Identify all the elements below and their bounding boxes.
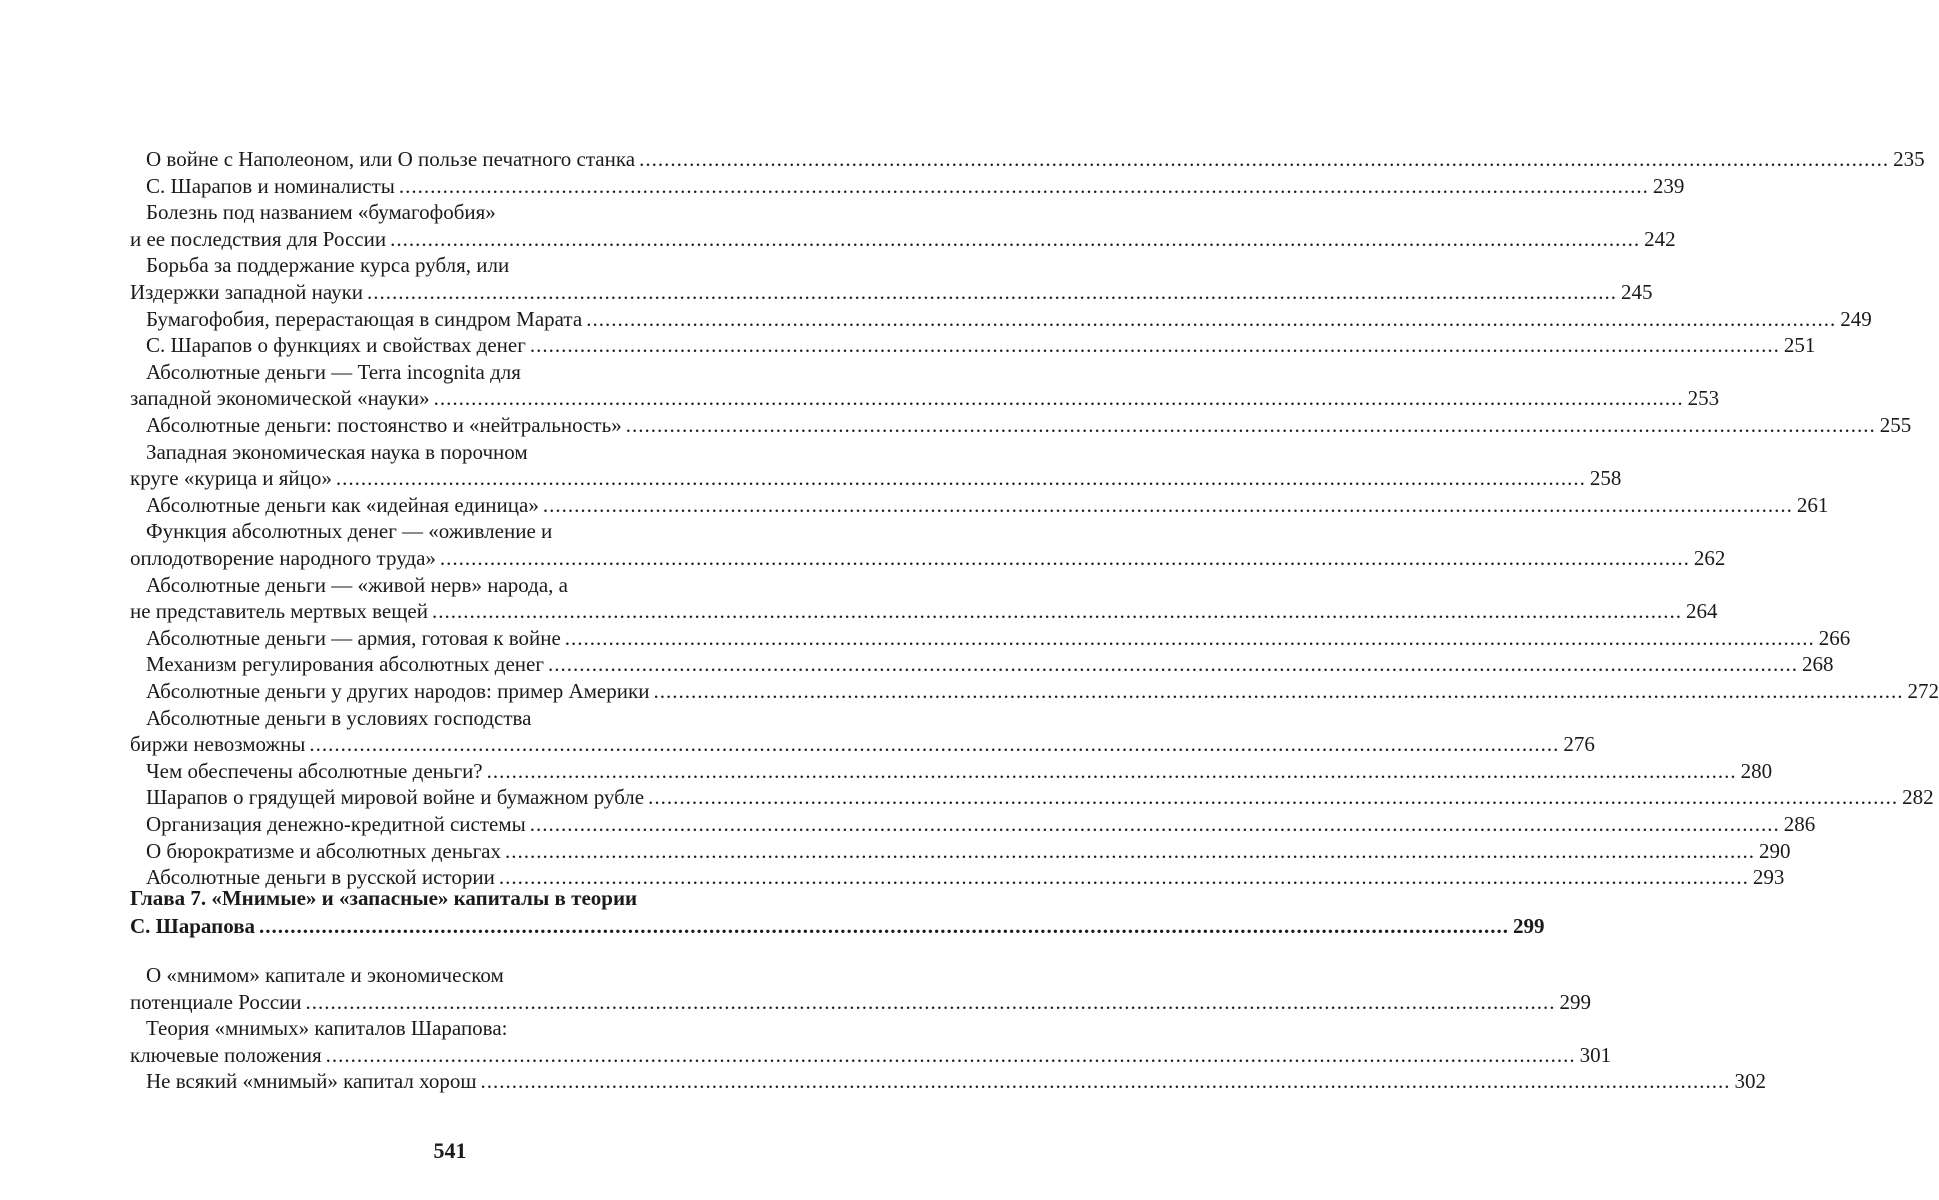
- toc-entry-title-line: Западная экономическая наука в порочном: [146, 439, 528, 464]
- toc-entry-page: 255: [1879, 413, 1912, 437]
- dot-leader: ........................................................................................................................................................................................................: [390, 226, 1641, 251]
- toc-entry[interactable]: [146, 678, 1939, 704]
- dot-leader: ........................................................................................................................................................................................................: [505, 838, 1756, 863]
- toc-entry-title: С. Шарапова: [130, 914, 256, 938]
- toc-entry[interactable]: [146, 332, 1816, 358]
- toc-entry-page: 293: [1752, 865, 1785, 890]
- toc-entry-title: Абсолютные деньги как «идейная единица»: [146, 492, 539, 517]
- dot-leader: ........................................................................................................................................................................................................: [625, 413, 1876, 437]
- page-number: 541: [433, 1138, 467, 1163]
- toc-entry-title: круге «курица и яйцо»: [130, 466, 332, 491]
- toc-entry-title: О бюрократизме и абсолютных деньгах: [146, 838, 502, 863]
- toc-entry-title: Организация денежно-кредитной системы: [146, 812, 526, 836]
- toc-entry-title: биржи невозможны: [130, 732, 306, 757]
- toc-entry-page: 272: [1907, 679, 1939, 703]
- toc-entry-page: 299: [1559, 989, 1592, 1014]
- toc-entry-title: оплодотворение народного труда»: [130, 546, 436, 570]
- toc-entry[interactable]: [146, 306, 1872, 332]
- toc-entry-page: 249: [1840, 306, 1872, 331]
- dot-leader: ........................................................................................................................................................................................................: [367, 280, 1618, 304]
- dot-leader: ........................................................................................................................................................................................................: [486, 758, 1737, 783]
- toc-entry-page: 264: [1685, 599, 1718, 624]
- toc-entry-title: потенциале России: [130, 989, 302, 1014]
- toc-entry[interactable]: [130, 279, 1653, 305]
- toc-entry-page: 266: [1818, 625, 1851, 650]
- toc-entry-title-line: Функция абсолютных денег — «оживление и: [146, 519, 553, 544]
- toc-entry[interactable]: [130, 989, 1592, 1015]
- toc-entry[interactable]: [146, 758, 1773, 784]
- toc-entry-title: Абсолютные деньги у других народов: пример Америки: [146, 679, 650, 703]
- toc-entry[interactable]: [130, 226, 1676, 252]
- toc-entry-page: 301: [1579, 1042, 1612, 1067]
- toc-entry-title: и ее последствия для России: [130, 226, 387, 251]
- toc-entry-page: 299: [1513, 914, 1545, 938]
- toc-entry-title-line: Глава 7. «Мнимые» и «запасные» капиталы в теории: [130, 886, 638, 910]
- toc-entry[interactable]: [130, 1042, 1612, 1068]
- toc-entry[interactable]: [146, 1068, 1767, 1094]
- toc-entry-title: Абсолютные деньги: постоянство и «нейтральность»: [146, 413, 622, 437]
- toc-entry-page: 268: [1801, 652, 1834, 677]
- toc-entry-title-line: Абсолютные деньги — «живой нерв» народа, а: [146, 572, 568, 597]
- toc-entry[interactable]: [146, 811, 1816, 837]
- toc-entry-title: Чем обеспечены абсолютные деньги?: [146, 758, 483, 783]
- toc-entry-page: 235: [1893, 147, 1925, 171]
- toc-entry-title: Механизм регулирования абсолютных денег: [146, 652, 544, 677]
- toc-entry-title: О войне с Наполеоном, или О пользе печатного станка: [146, 147, 636, 171]
- dot-leader: ........................................................................................................................................................................................................: [529, 333, 1780, 358]
- dot-leader: ........................................................................................................................................................................................................: [325, 1042, 1576, 1067]
- dot-leader: ........................................................................................................................................................................................................: [653, 679, 1904, 703]
- toc-entry[interactable]: [146, 838, 1791, 864]
- toc-entry[interactable]: [130, 545, 1726, 571]
- dot-leader: ........................................................................................................................................................................................................: [564, 625, 1815, 650]
- toc-entry-page: 258: [1589, 466, 1622, 491]
- toc-entry-title-line: Болезнь под названием «бумагофобия»: [146, 200, 496, 225]
- dot-leader: ........................................................................................................................................................................................................: [305, 989, 1556, 1014]
- dot-leader: ........................................................................................................................................................................................................: [480, 1069, 1731, 1094]
- dot-leader: ........................................................................................................................................................................................................: [309, 732, 1560, 757]
- dot-leader: ........................................................................................................................................................................................................: [529, 812, 1780, 836]
- dot-leader: ........................................................................................................................................................................................................: [586, 306, 1837, 331]
- toc-entry-title-line: Абсолютные деньги в условиях господства: [146, 705, 532, 730]
- toc-entry-title: ключевые положения: [130, 1042, 322, 1067]
- toc-entry-title: Не всякий «мнимый» капитал хорош: [146, 1069, 477, 1094]
- toc-entry[interactable]: [130, 598, 1718, 624]
- dot-leader: ........................................................................................................................................................................................................: [259, 914, 1510, 938]
- toc-entry-title: западной экономической «науки»: [130, 386, 430, 411]
- toc-entry[interactable]: [146, 146, 1925, 172]
- toc-entry[interactable]: [146, 173, 1685, 199]
- dot-leader: ........................................................................................................................................................................................................: [398, 173, 1649, 198]
- toc-entry-page: 276: [1563, 732, 1595, 757]
- dot-leader: ........................................................................................................................................................................................................: [547, 652, 1798, 677]
- toc-entry[interactable]: [146, 412, 1912, 438]
- toc-entry-title-line: Борьба за поддержание курса рубля, или: [146, 253, 510, 278]
- toc-entry[interactable]: [146, 625, 1851, 651]
- toc-entry-page: 262: [1693, 546, 1726, 570]
- toc-entry[interactable]: [130, 731, 1595, 757]
- toc-entry-page: 239: [1652, 173, 1685, 198]
- toc-entry-page: 251: [1783, 333, 1816, 358]
- toc-entry-page: 282: [1902, 785, 1934, 810]
- toc-entry-page: 242: [1644, 226, 1676, 251]
- dot-leader: ........................................................................................................................................................................................................: [498, 865, 1749, 890]
- toc-entry-title-line: Теория «мнимых» капиталов Шарапова:: [146, 1016, 508, 1041]
- toc-entry[interactable]: [130, 385, 1720, 411]
- toc-entry-page: 253: [1687, 386, 1720, 411]
- toc-entry-page: 302: [1734, 1069, 1767, 1094]
- toc-entry-title: Абсолютные деньги в русской истории: [146, 865, 495, 890]
- toc-entry[interactable]: [146, 651, 1834, 677]
- toc-entry-title-line: О «мнимом» капитале и экономическом: [146, 963, 504, 987]
- toc-entry-title: Бумагофобия, перерастающая в синдром Марата: [146, 306, 583, 331]
- toc-entry-title: С. Шарапов о функциях и свойствах денег: [146, 333, 526, 358]
- dot-leader: ........................................................................................................................................................................................................: [542, 492, 1793, 517]
- toc-entry[interactable]: [130, 913, 1545, 939]
- toc-entry[interactable]: [130, 465, 1622, 491]
- dot-leader: ........................................................................................................................................................................................................: [639, 147, 1890, 171]
- toc-entry-title: Шарапов о грядущей мировой войне и бумажном рубле: [146, 785, 645, 810]
- dot-leader: ........................................................................................................................................................................................................: [439, 546, 1690, 570]
- toc-entry-title: Абсолютные деньги — армия, готовая к войне: [146, 625, 561, 650]
- toc-entry[interactable]: [146, 492, 1829, 518]
- toc-entry-title: Издержки западной науки: [130, 280, 364, 304]
- toc-entry[interactable]: [146, 784, 1934, 810]
- dot-leader: ........................................................................................................................................................................................................: [433, 386, 1684, 411]
- dot-leader: ........................................................................................................................................................................................................: [335, 466, 1586, 491]
- toc-entry-title-line: Абсолютные деньги — Terra incognita для: [146, 359, 521, 384]
- toc-entry-page: 245: [1621, 280, 1653, 304]
- toc-entry-page: 261: [1796, 492, 1829, 517]
- toc-entry-page: 286: [1783, 812, 1816, 836]
- toc-entry-page: 290: [1759, 838, 1791, 863]
- toc-entry-page: 280: [1740, 758, 1773, 783]
- dot-leader: ........................................................................................................................................................................................................: [431, 599, 1682, 624]
- dot-leader: ........................................................................................................................................................................................................: [648, 785, 1899, 810]
- toc-entry-title: С. Шарапов и номиналисты: [146, 173, 395, 198]
- toc-entry-title: не представитель мертвых вещей: [130, 599, 428, 624]
